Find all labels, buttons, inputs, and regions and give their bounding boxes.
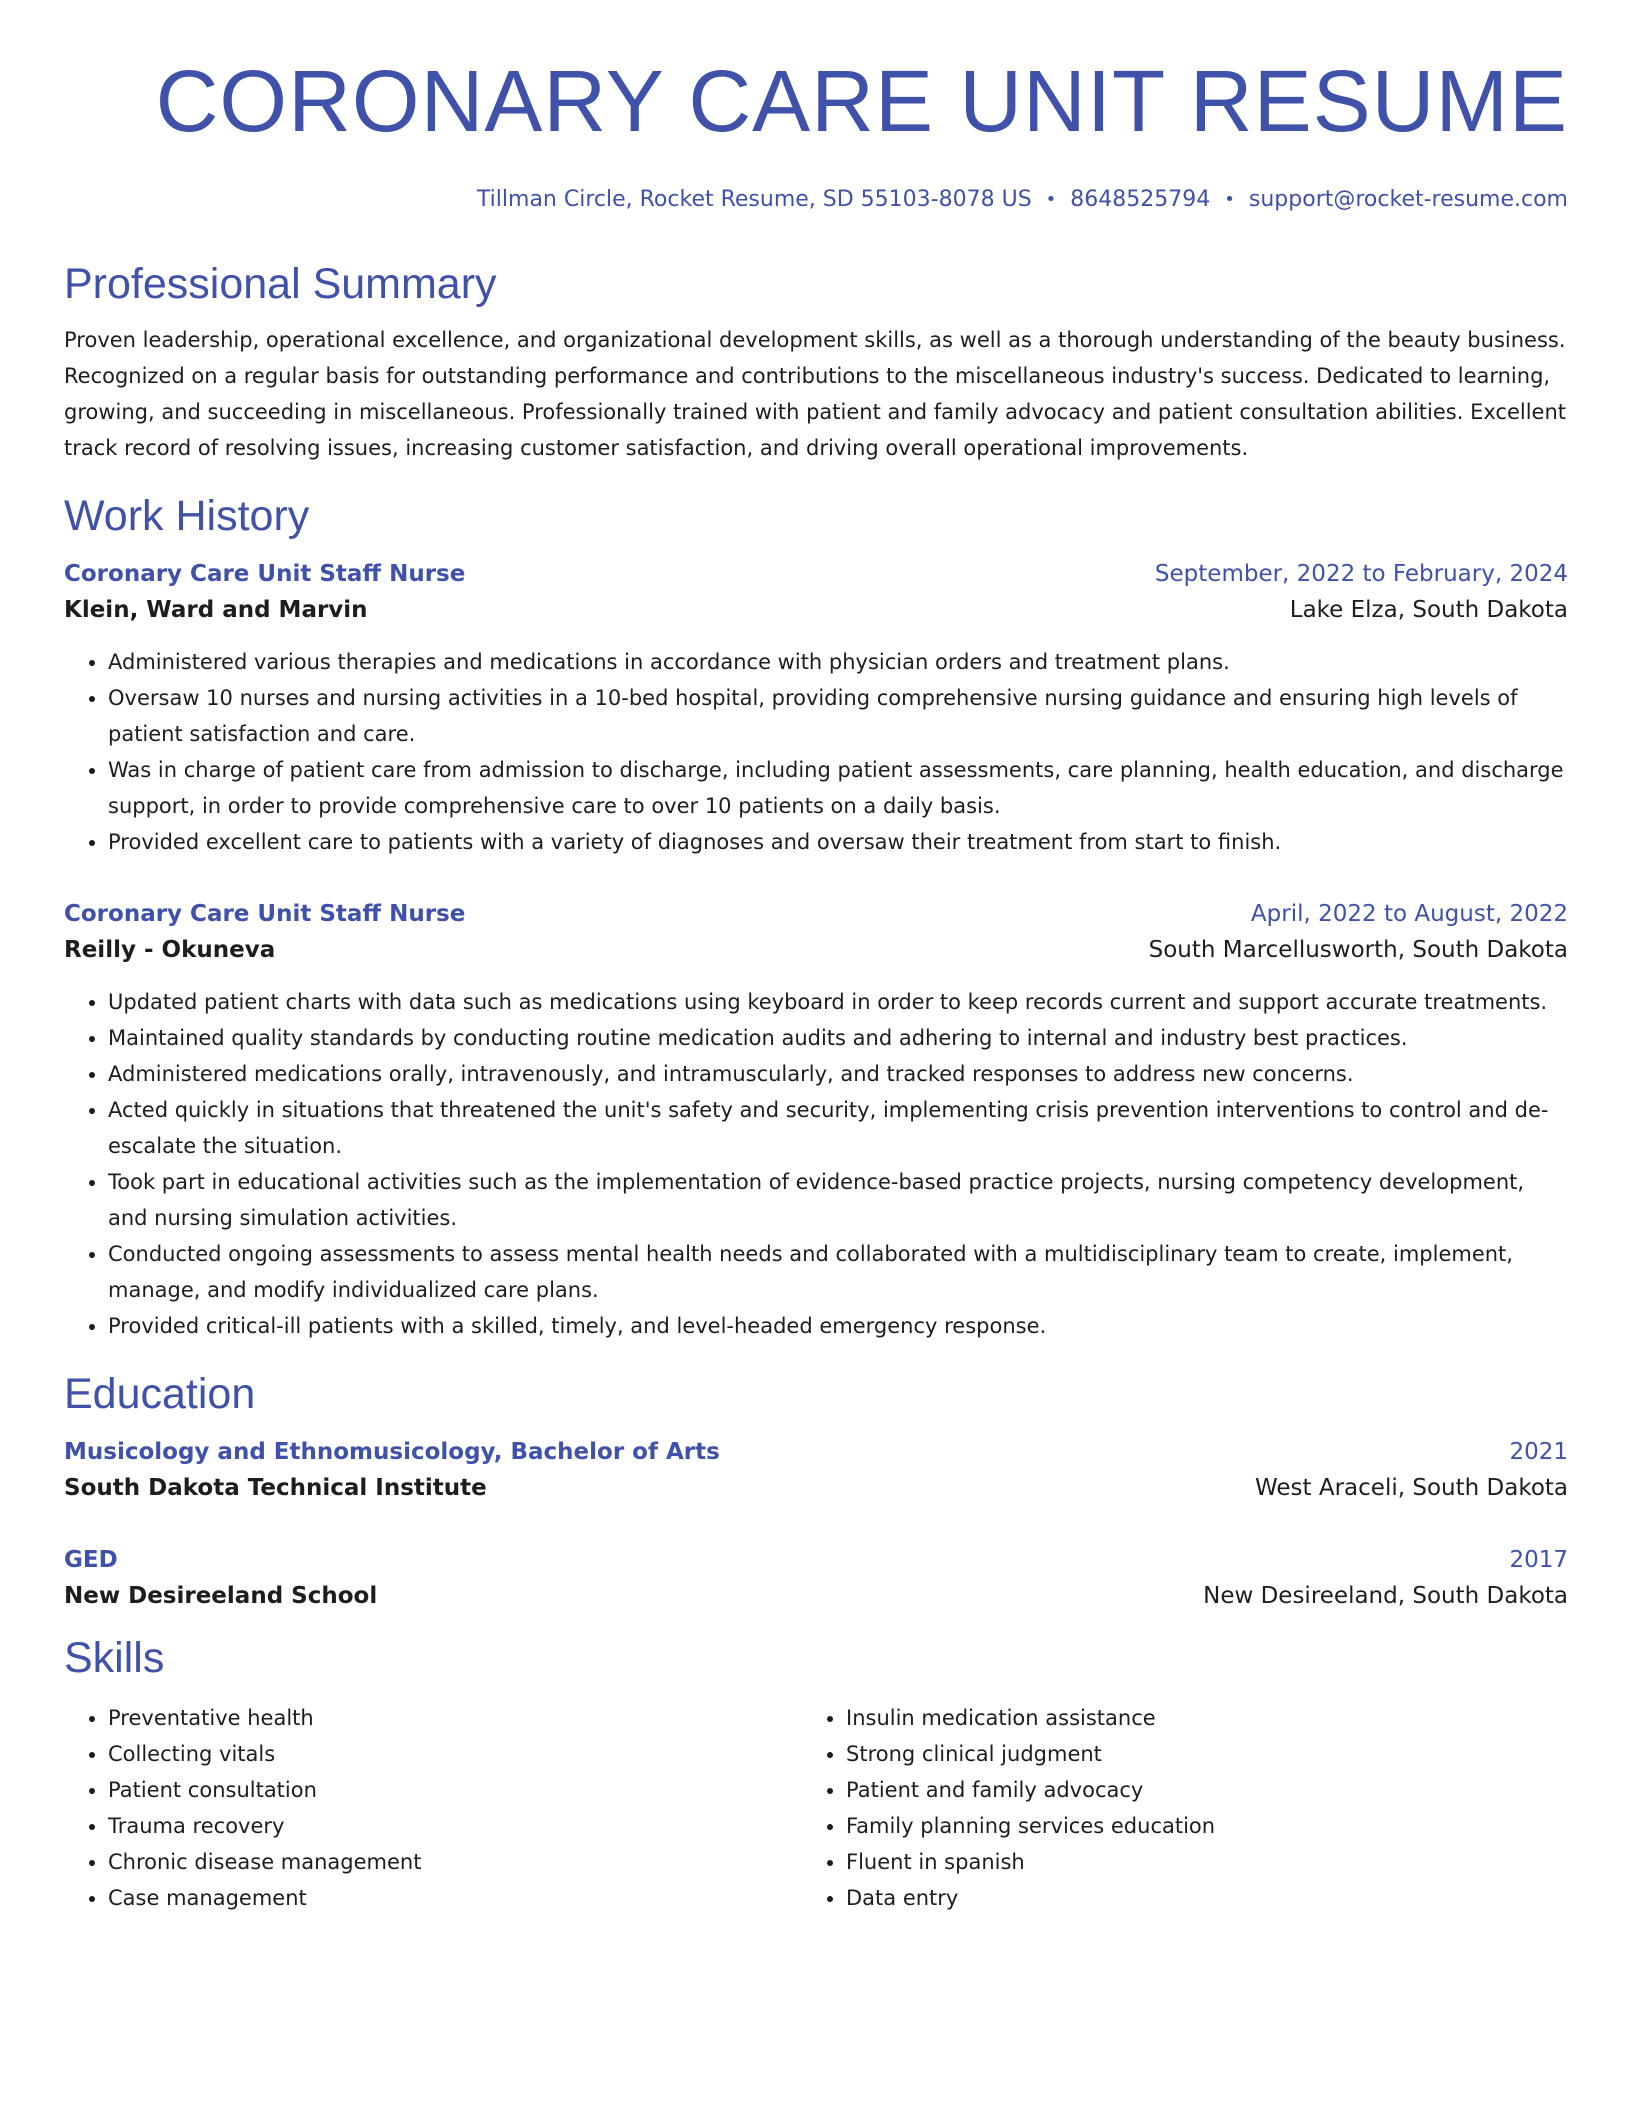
skills-section xyxy=(64,1632,1568,1916)
work-history-section xyxy=(64,490,1568,1344)
education-entry xyxy=(64,1542,1568,1614)
job-bullets xyxy=(64,984,1568,1344)
education-year: 2017 xyxy=(1509,1547,1568,1573)
job-bullet: • Oversaw 10 nurses and nursing activities in a 10-bed hospital, providing comprehensive nursing guidance and ensuring high levels of patient satisfaction and care. xyxy=(108,680,1568,752)
education-title: Education xyxy=(64,1370,256,1418)
skill-item: • Insulin medication assistance xyxy=(846,1700,1540,1736)
skill-item: • Collecting vitals xyxy=(108,1736,802,1772)
job-bullet: • Took part in educational activities such as the implementation of evidence-based practice projects, nursing competency development, and nursing simulation activities. xyxy=(108,1164,1568,1236)
job-location: South Marcellusworth, South Dakota xyxy=(1148,937,1568,963)
education-section xyxy=(64,1368,1568,1614)
contact-email: support@rocket-resume.com xyxy=(1248,187,1568,212)
skill-item: • Data entry xyxy=(846,1880,1540,1916)
job-header-row xyxy=(64,896,1568,932)
education-location: West Araceli, South Dakota xyxy=(1255,1475,1568,1501)
job-bullet: • Administered various therapies and medications in accordance with physician orders and treatment plans. xyxy=(108,644,1568,680)
job-dates: September, 2022 to February, 2024 xyxy=(1154,561,1568,587)
education-header-row xyxy=(64,1542,1568,1578)
job-title: Coronary Care Unit Staff Nurse xyxy=(64,901,466,927)
education-school-row xyxy=(64,1578,1568,1614)
skill-item: • Fluent in spanish xyxy=(846,1844,1540,1880)
job-employer-row xyxy=(64,932,1568,968)
job-bullet: • Acted quickly in situations that threatened the unit's safety and security, implementing crisis prevention interventions to control and de-escalate the situation. xyxy=(108,1092,1568,1164)
education-location: New Desireeland, South Dakota xyxy=(1203,1583,1568,1609)
summary-text: Proven leadership, operational excellence, and organizational development skills, as well as a thorough understanding of the beauty business. Recognized on a regular basis for outstanding performance and contributions to the miscellaneous industry's success. Dedicated to learning, growing, and succeeding in miscellaneous. Professionally trained with patient and family advocacy and patient consultation abilities. Excellent track record of resolving issues, increasing customer satisfaction, and driving overall operational improvements. xyxy=(64,328,1567,460)
skill-item: • Strong clinical judgment xyxy=(846,1736,1540,1772)
skill-item: • Patient and family advocacy xyxy=(846,1772,1540,1808)
job-location: Lake Elza, South Dakota xyxy=(1289,597,1568,623)
job-bullet: • Administered medications orally, intravenously, and intramuscularly, and tracked responses to address new concerns. xyxy=(108,1056,1568,1092)
skills-columns xyxy=(64,1700,1568,1916)
contact-address: Tillman Circle, Rocket Resume, SD 55103-8078 US xyxy=(476,187,1032,212)
education-school-row xyxy=(64,1470,1568,1506)
job-bullet: • Maintained quality standards by conducting routine medication audits and adhering to internal and industry best practices. xyxy=(108,1020,1568,1056)
skills-list-right xyxy=(802,1700,1540,1916)
skills-title: Skills xyxy=(64,1634,165,1682)
job-bullet: • Was in charge of patient care from admission to discharge, including patient assessments, care planning, health education, and discharge support, in order to provide comprehensive care to over 10 patients on a daily basis. xyxy=(108,752,1568,824)
skill-item: • Preventative health xyxy=(108,1700,802,1736)
job-bullet: • Provided critical-ill patients with a skilled, timely, and level-headed emergency response. xyxy=(108,1308,1568,1344)
education-entry xyxy=(64,1434,1568,1506)
job-entry xyxy=(64,556,1568,860)
job-bullet: • Conducted ongoing assessments to assess mental health needs and collaborated with a multidisciplinary team to create, implement, manage, and modify individualized care plans. xyxy=(108,1236,1568,1308)
resume-name: CORONARY CARE UNIT RESUME xyxy=(155,53,1568,150)
contact-phone: 8648525794 xyxy=(1070,187,1211,212)
skill-item: • Trauma recovery xyxy=(108,1808,802,1844)
skills-list-left xyxy=(64,1700,802,1916)
job-bullets xyxy=(64,644,1568,860)
skill-item: • Chronic disease management xyxy=(108,1844,802,1880)
summary-title: Professional Summary xyxy=(64,260,497,308)
contact-separator: • xyxy=(1224,189,1235,210)
education-school: South Dakota Technical Institute xyxy=(64,1475,487,1501)
job-title: Coronary Care Unit Staff Nurse xyxy=(64,561,466,587)
education-degree: GED xyxy=(64,1547,118,1573)
job-employer: Klein, Ward and Marvin xyxy=(64,597,368,623)
job-employer: Reilly - Okuneva xyxy=(64,937,276,963)
education-degree: Musicology and Ethnomusicology, Bachelor of Arts xyxy=(64,1439,720,1465)
work-history-title: Work History xyxy=(64,492,310,540)
education-header-row xyxy=(64,1434,1568,1470)
skill-item: • Patient consultation xyxy=(108,1772,802,1808)
education-year: 2021 xyxy=(1509,1439,1568,1465)
job-header-row xyxy=(64,556,1568,592)
summary-section xyxy=(64,258,1568,466)
job-bullet: • Updated patient charts with data such as medications using keyboard in order to keep records current and support accurate treatments. xyxy=(108,984,1568,1020)
job-bullet: • Provided excellent care to patients with a variety of diagnoses and oversaw their treatment from start to finish. xyxy=(108,824,1568,860)
skill-item: • Case management xyxy=(108,1880,802,1916)
job-employer-row xyxy=(64,592,1568,628)
contact-line xyxy=(64,184,1568,216)
skill-item: • Family planning services education xyxy=(846,1808,1540,1844)
job-dates: April, 2022 to August, 2022 xyxy=(1250,901,1568,927)
contact-separator: • xyxy=(1045,189,1057,210)
resume-header xyxy=(64,52,1568,216)
education-school: New Desireeland School xyxy=(64,1583,378,1609)
job-entry xyxy=(64,896,1568,1344)
